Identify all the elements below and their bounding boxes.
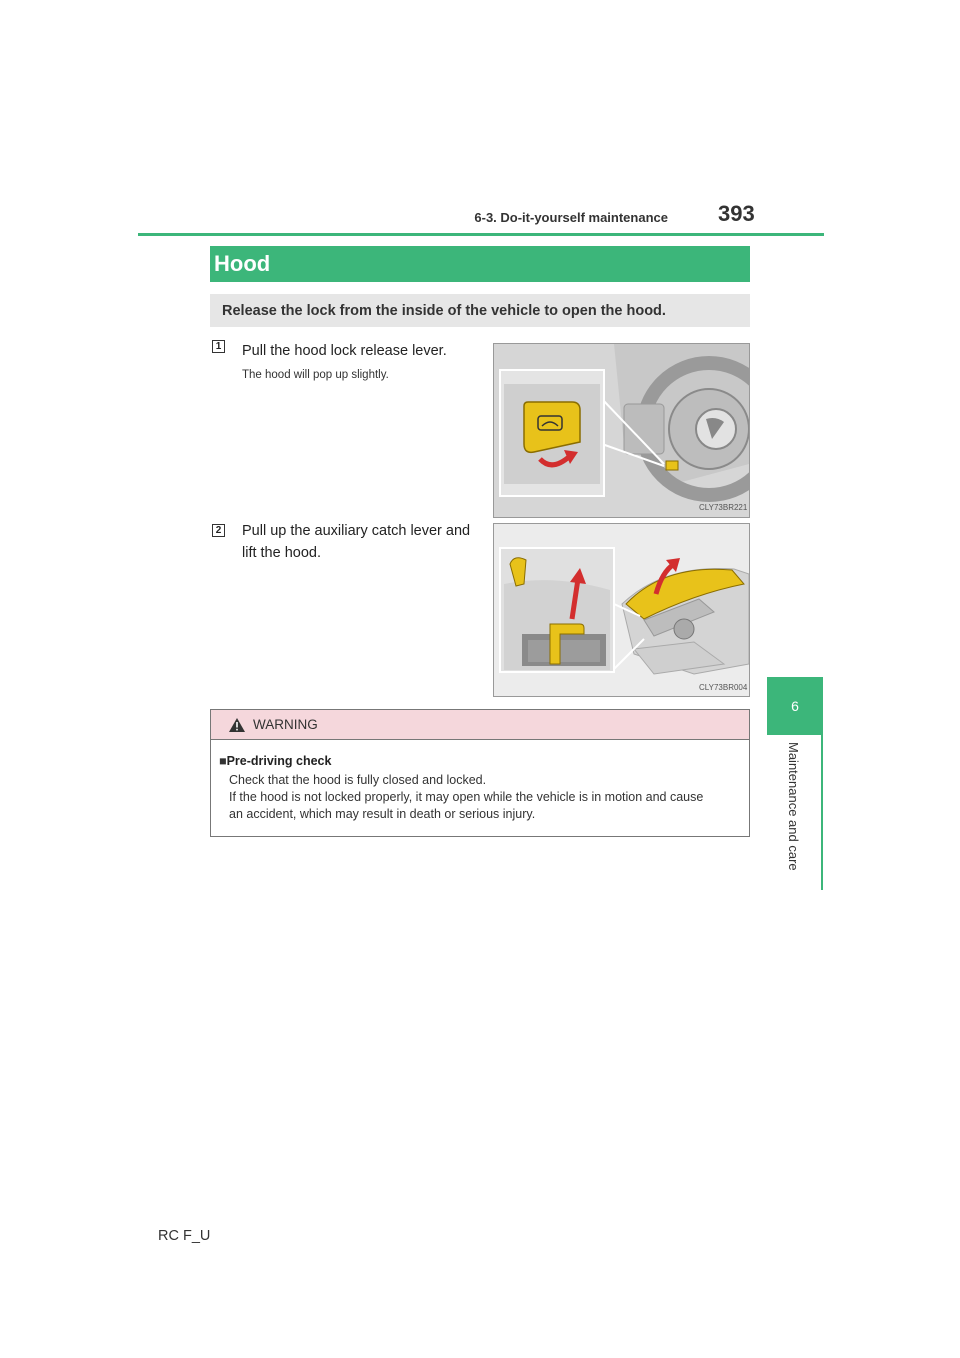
warning-header [211, 710, 749, 740]
step-2-text-line-1: Pull up the auxiliary catch lever and [242, 523, 471, 539]
section-label: 6-3. Do-it-yourself maintenance [474, 210, 668, 225]
step-2-number: 2 [212, 524, 225, 537]
hood-release-illustration [493, 343, 750, 518]
warning-line-1: Check that the hood is fully closed and locked. [229, 773, 487, 787]
page-title [210, 246, 750, 282]
warning-line-3: an accident, which may result in death or serious injury. [229, 807, 536, 821]
step-1-text: Pull the hood lock release lever. [242, 343, 447, 359]
step-1-number: 1 [212, 340, 225, 353]
warning-heading: WARNING [253, 717, 318, 732]
intro-text: Release the lock from the inside of the vehicle to open the hood. [222, 302, 666, 319]
header-rule [138, 233, 824, 236]
auxiliary-catch-drawing [494, 524, 749, 696]
chapter-tab-label: Maintenance and care [786, 742, 801, 871]
chapter-tab[interactable]: 6 [767, 677, 823, 735]
warning-item [219, 754, 331, 768]
chapter-tab-rule [821, 735, 823, 890]
warning-item-title: Pre-driving check [226, 754, 332, 768]
intro-box [210, 294, 750, 327]
page-title-text: Hood [214, 251, 271, 276]
footer-model: RC F_U [158, 1228, 211, 1244]
auxiliary-catch-illustration [493, 523, 750, 697]
step-1-image-code: CLY73BR221 [699, 503, 748, 512]
warning-line-2: If the hood is not locked properly, it may open while the vehicle is in motion and cause [229, 790, 704, 804]
step-2-image-code: CLY73BR004 [699, 683, 748, 692]
step-1-subtext: The hood will pop up slightly. [242, 369, 389, 381]
step-2-text-line-2: lift the hood. [242, 545, 321, 561]
square-bullet-icon: ■ [219, 754, 227, 768]
warning-triangle-icon [229, 718, 245, 732]
warning-box [210, 709, 750, 837]
hood-release-drawing [494, 344, 749, 517]
warning-body [229, 772, 745, 823]
page-number: 393 [718, 201, 755, 226]
